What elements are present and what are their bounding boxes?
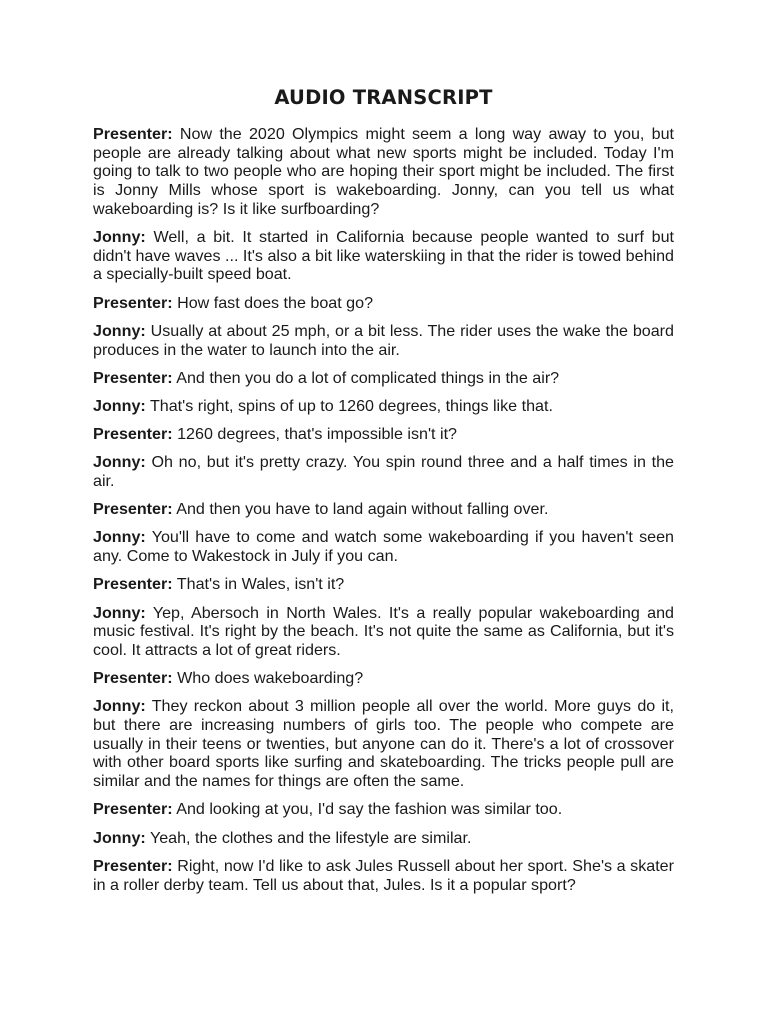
speaker-label: Presenter: [93, 856, 173, 875]
speech-text: How fast does the boat go? [172, 293, 374, 312]
speech-text: And then you do a lot of complicated things in the air? [172, 368, 560, 387]
speaker-label: Jonny: [93, 528, 146, 547]
speech-text: Right, now I'd like to ask Jules Russell about her sport. She's a skater in a roller derby team. Tell us about that, Jules. Is it a popular sport? [93, 856, 674, 894]
speaker-label: Jonny: [93, 828, 146, 847]
speech-text: Oh no, but it's pretty crazy. You spin round three and a half times in the air. [93, 453, 674, 491]
speaker-label: Presenter: [93, 425, 173, 444]
transcript-paragraph [93, 425, 674, 444]
document-title: AUDIO TRANSCRIPT [274, 86, 493, 109]
speaker-label: Presenter: [93, 800, 173, 819]
speech-text: You'll have to come and watch some wakeboarding if you haven't seen any. Come to Wakestock in July if you can. [93, 528, 674, 566]
transcript-paragraph [93, 322, 674, 359]
transcript-paragraph [93, 453, 674, 490]
transcript-paragraph [93, 669, 674, 688]
speaker-label: Presenter: [93, 368, 173, 387]
transcript-paragraph [93, 369, 674, 388]
transcript-paragraph [93, 125, 674, 219]
speaker-label: Jonny: [93, 228, 146, 247]
speech-text: Who does wakeboarding? [172, 669, 364, 688]
speaker-label: Presenter: [93, 125, 173, 143]
transcript-paragraph [93, 397, 674, 416]
speaker-label: Jonny: [93, 321, 146, 340]
transcript-paragraph [93, 829, 674, 848]
transcript-paragraph [93, 575, 674, 594]
speaker-label: Jonny: [93, 603, 146, 622]
transcript-paragraph [93, 500, 674, 519]
transcript-paragraph [93, 857, 674, 894]
transcript-paragraph [93, 697, 674, 791]
transcript-paragraph [93, 800, 674, 819]
speaker-label: Jonny: [93, 697, 146, 716]
speech-text: Usually at about 25 mph, or a bit less. The rider uses the wake the board produces in the water to launch into the air. [93, 321, 674, 359]
speech-text: 1260 degrees, that's impossible isn't it? [172, 425, 457, 444]
transcript-body [93, 125, 674, 894]
speech-text: And then you have to land again without falling over. [172, 500, 549, 519]
speech-text: That's right, spins of up to 1260 degrees, things like that. [145, 396, 553, 415]
speaker-label: Presenter: [93, 669, 173, 688]
transcript-paragraph [93, 228, 674, 284]
speaker-label: Presenter: [93, 500, 173, 519]
transcript-paragraph [93, 528, 674, 565]
speech-text: They reckon about 3 million people all over the world. More guys do it, but there are increasing numbers of girls too. The people who compete are usually in their teens or twenties, but anyone can do it. There's a lot of crossover with other board sports like surfing and skateboarding. The tricks people pull are similar and the names for things are often the same. [93, 697, 674, 791]
speaker-label: Presenter: [93, 575, 173, 594]
transcript-paragraph [93, 604, 674, 660]
speaker-label: Jonny: [93, 396, 146, 415]
speech-text: Now the 2020 Olympics might seem a long way away to you, but people are already talking about what new sports might be included. Today I'm going to talk to two people who are hoping their sport might be included. The first is Jonny Mills whose sport is wakeboarding. Jonny, can you tell us what wakeboarding is? Is it like surfboarding? [93, 125, 674, 218]
speech-text: And looking at you, I'd say the fashion was similar too. [172, 800, 563, 819]
speech-text: Yep, Abersoch in North Wales. It's a really popular wakeboarding and music festival. It's right by the beach. It's not quite the same as California, but it's cool. It attracts a lot of great riders. [93, 603, 674, 659]
speaker-label: Presenter: [93, 293, 173, 312]
speech-text: Well, a bit. It started in California because people wanted to surf but didn't have waves ... It's also a bit like waterskiing in that the rider is towed behind a specially-built speed boat. [93, 228, 674, 284]
speaker-label: Jonny: [93, 453, 146, 472]
speech-text: That's in Wales, isn't it? [172, 575, 345, 594]
speech-text: Yeah, the clothes and the lifestyle are similar. [145, 828, 472, 847]
transcript-paragraph [93, 294, 674, 313]
